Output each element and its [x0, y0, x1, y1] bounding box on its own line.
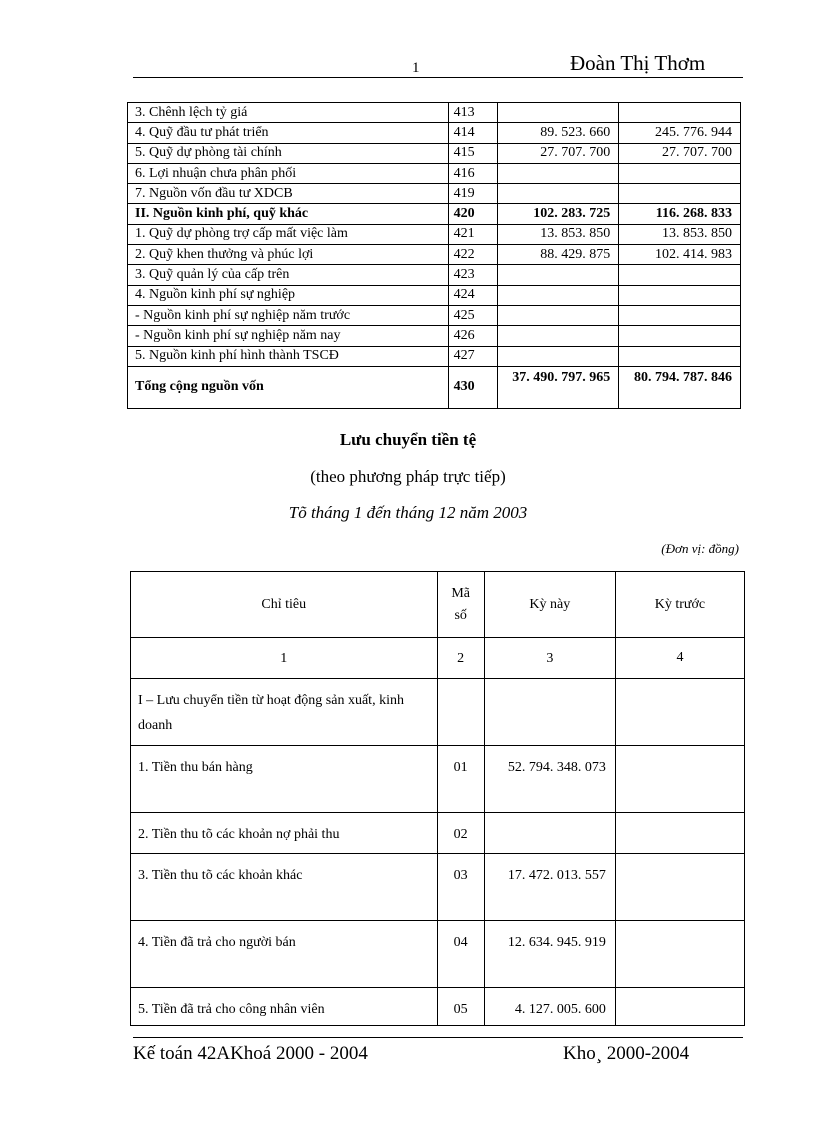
row-code: 415 [448, 143, 497, 163]
row-code: 427 [448, 346, 497, 366]
row-previous [615, 813, 744, 854]
table-row [128, 285, 741, 305]
index-cell: 4 [615, 638, 744, 679]
table-row [128, 326, 741, 346]
row-value-end [619, 265, 741, 285]
total-row [128, 366, 741, 408]
row-value-end: 245. 776. 944 [619, 123, 741, 143]
row-label: 7. Nguồn vốn đầu tư XDCB [128, 184, 449, 204]
row-value-end [619, 285, 741, 305]
footer-left: Kế toán 42AKhoá 2000 - 2004 [133, 1043, 368, 1064]
row-label: 4. Nguồn kinh phí sự nghiệp [128, 285, 449, 305]
row-value-start: 13. 853. 850 [497, 224, 619, 244]
row-value-end: 27. 707. 700 [619, 143, 741, 163]
row-code [437, 679, 484, 746]
row-label: II. Nguồn kinh phí, quỹ khác [128, 204, 449, 224]
row-value-start: 89. 523. 660 [497, 123, 619, 143]
table-row [128, 184, 741, 204]
table-row [131, 746, 745, 813]
row-code: 414 [448, 123, 497, 143]
table-row [128, 245, 741, 265]
total-value-end: 80. 794. 787. 846 [619, 366, 741, 408]
row-current: 12. 634. 945. 919 [484, 921, 615, 988]
row-value-end [619, 163, 741, 183]
row-label: I – Lưu chuyển tiền từ hoạt động sản xuất, kinh doanh [131, 679, 438, 746]
row-label: 2. Quỹ khen thưởng và phúc lợi [128, 245, 449, 265]
header-divider [133, 77, 743, 78]
table-row [131, 988, 745, 1026]
unit-label: (Đơn vị: đồng) [661, 541, 739, 556]
row-current: 4. 127. 005. 600 [484, 988, 615, 1026]
row-value-start [497, 346, 619, 366]
row-label: 6. Lợi nhuận chưa phân phối [128, 163, 449, 183]
author-name: Đoàn Thị Thơm [570, 51, 706, 75]
row-label: - Nguồn kinh phí sự nghiệp năm trước [128, 305, 449, 325]
footer-divider [133, 1037, 743, 1038]
row-value-start: 27. 707. 700 [497, 143, 619, 163]
row-code: 04 [437, 921, 484, 988]
row-value-end [619, 184, 741, 204]
table-row [131, 813, 745, 854]
row-label: 4. Quỹ đầu tư phát triển [128, 123, 449, 143]
header-cell-code: Mã số [451, 585, 470, 623]
row-label: 2. Tiền thu tõ các khoản nợ phải thu [131, 813, 438, 854]
table-row [128, 305, 741, 325]
row-value-start [497, 305, 619, 325]
row-code: 423 [448, 265, 497, 285]
header-cell [437, 572, 484, 638]
row-previous [615, 854, 744, 921]
row-code: 420 [448, 204, 497, 224]
row-value-end [619, 326, 741, 346]
row-value-end [619, 103, 741, 123]
row-label: 5. Nguồn kinh phí hình thành TSCĐ [128, 346, 449, 366]
row-current [484, 679, 615, 746]
row-value-end [619, 346, 741, 366]
row-label: 3. Tiền thu tõ các khoản khác [131, 854, 438, 921]
table-row [131, 921, 745, 988]
row-value-start [497, 326, 619, 346]
table-row [128, 103, 741, 123]
row-code: 421 [448, 224, 497, 244]
table-row [128, 204, 741, 224]
row-code: 426 [448, 326, 497, 346]
row-label: - Nguồn kinh phí sự nghiệp năm nay [128, 326, 449, 346]
header-cell: Kỳ này [484, 572, 615, 638]
page-number: 1 [412, 60, 420, 76]
row-label: 3. Quỹ quản lý của cấp trên [128, 265, 449, 285]
footer-right: Kho¸ 2000-2004 [563, 1043, 690, 1064]
row-code: 416 [448, 163, 497, 183]
total-value-start: 37. 490. 797. 965 [497, 366, 619, 408]
row-value-start: 102. 283. 725 [497, 204, 619, 224]
row-code: 424 [448, 285, 497, 305]
row-value-start [497, 163, 619, 183]
row-code: 05 [437, 988, 484, 1026]
header-cell: Kỳ trước [615, 572, 744, 638]
row-value-end [619, 305, 741, 325]
row-value-start [497, 285, 619, 305]
section-subtitle: (theo phương pháp trực tiếp) [310, 467, 506, 486]
index-cell: 2 [437, 638, 484, 679]
row-value-end: 13. 853. 850 [619, 224, 741, 244]
table-row [128, 143, 741, 163]
row-previous [615, 988, 744, 1026]
header-cell: Chỉ tiêu [131, 572, 438, 638]
table-row [131, 854, 745, 921]
section-title: Lưu chuyển tiền tệ [339, 430, 477, 449]
row-label: 1. Tiền thu bán hàng [131, 746, 438, 813]
row-code: 01 [437, 746, 484, 813]
row-label: 3. Chênh lệch tỷ giá [128, 103, 449, 123]
row-label: 5. Tiền đã trả cho công nhân viên [131, 988, 438, 1026]
row-label: 5. Quỹ dự phòng tài chính [128, 143, 449, 163]
table-header-row [131, 572, 745, 638]
cashflow-table [130, 571, 745, 1026]
index-cell: 3 [484, 638, 615, 679]
table-row [131, 679, 745, 746]
row-previous [615, 746, 744, 813]
row-value-start: 88. 429. 875 [497, 245, 619, 265]
row-value-end: 116. 268. 833 [619, 204, 741, 224]
row-current [484, 813, 615, 854]
table-row [128, 224, 741, 244]
row-current: 52. 794. 348. 073 [484, 746, 615, 813]
total-label: Tổng cộng nguồn vốn [128, 366, 449, 408]
row-value-start [497, 184, 619, 204]
row-code: 425 [448, 305, 497, 325]
table-row [128, 346, 741, 366]
column-index-row [131, 638, 745, 679]
row-value-end: 102. 414. 983 [619, 245, 741, 265]
total-code: 430 [448, 366, 497, 408]
row-label: 1. Quỹ dự phòng trợ cấp mất việc làm [128, 224, 449, 244]
section-period: Tõ tháng 1 đến tháng 12 năm 2003 [288, 503, 528, 522]
table-row [128, 265, 741, 285]
row-code: 03 [437, 854, 484, 921]
row-code: 413 [448, 103, 497, 123]
table-row [128, 123, 741, 143]
balance-sheet-table [127, 102, 741, 409]
row-label: 4. Tiền đã trả cho người bán [131, 921, 438, 988]
index-cell: 1 [131, 638, 438, 679]
row-code: 419 [448, 184, 497, 204]
row-previous [615, 679, 744, 746]
row-code: 02 [437, 813, 484, 854]
row-code: 422 [448, 245, 497, 265]
row-previous [615, 921, 744, 988]
row-value-start [497, 103, 619, 123]
row-value-start [497, 265, 619, 285]
row-current: 17. 472. 013. 557 [484, 854, 615, 921]
table-row [128, 163, 741, 183]
